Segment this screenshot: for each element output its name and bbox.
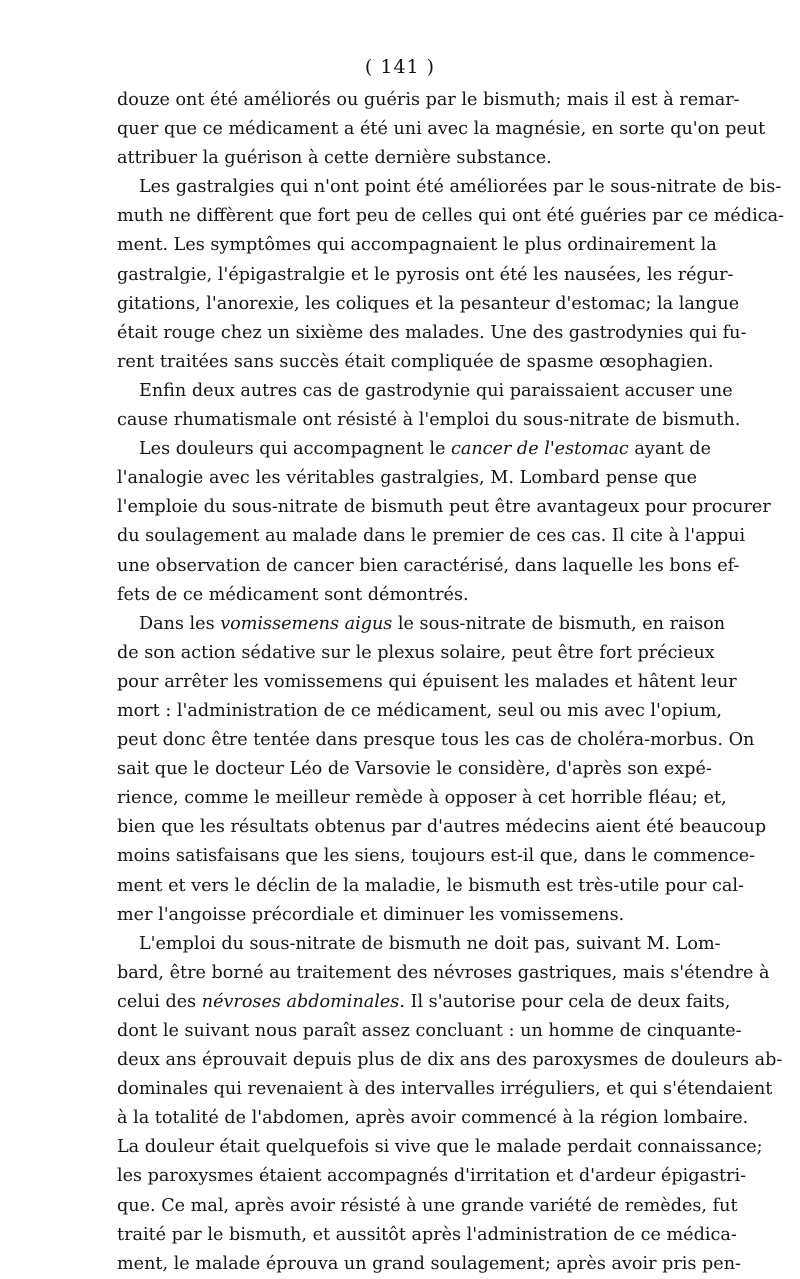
text-line: bard, être borné au traitement des névroses gastriques, mais s'étendre à	[117, 962, 770, 983]
italic-term: cancer de l'estomac	[450, 439, 629, 460]
paragraph-3	[117, 377, 741, 435]
text-line: deux ans éprouvait depuis plus de dix ans des paroxysmes de douleurs ab-	[117, 1050, 783, 1071]
text-line	[117, 435, 711, 464]
text-line: les paroxysmes étaient accompagnés d'irritation et d'ardeur épigastri-	[117, 1166, 747, 1187]
text-line: sait que le docteur Léo de Varsovie le considère, d'après son expé-	[117, 759, 712, 780]
text-line: L'emploi du sous-nitrate de bismuth ne doit pas, suivant M. Lom-	[139, 933, 721, 954]
text-line: que. Ce mal, après avoir résisté à une grande variété de remèdes, fut	[117, 1195, 738, 1216]
text-line: était rouge chez un sixième des malades. Une des gastrodynies qui fu-	[117, 322, 747, 343]
text-line: attribuer la guérison à cette dernière substance.	[117, 148, 552, 169]
text-line: traité par le bismuth, et aussitôt après l'administration de ce médica-	[117, 1224, 737, 1245]
text-line: rience, comme le meilleur remède à opposer à cet horrible fléau; et,	[117, 788, 727, 809]
text-line	[117, 988, 731, 1017]
text-line: ment, le malade éprouva un grand soulagement; après avoir pris pen-	[117, 1253, 741, 1274]
paragraph-1	[117, 86, 766, 173]
text-line: ment et vers le déclin de la maladie, le bismuth est très-utile pour cal-	[117, 875, 744, 896]
italic-term: vomissemens aigus	[220, 613, 393, 634]
text-line: Les gastralgies qui n'ont point été améliorées par le sous-nitrate de bis-	[139, 177, 782, 198]
text-run: le sous-nitrate de bismuth, en raison	[392, 613, 726, 634]
italic-term: névroses abdominales.	[201, 991, 405, 1012]
text-line: quer que ce médicament a été uni avec la magnésie, en sorte qu'on peut	[117, 119, 766, 140]
paragraph-5	[117, 610, 767, 930]
text-line: à la totalité de l'abdomen, après avoir commencé à la région lombaire.	[117, 1108, 749, 1129]
text-run: ayant de	[628, 439, 711, 460]
text-line: dont le suivant nous paraît assez concluant : un homme de cinquante-	[117, 1021, 742, 1041]
text-line: douze ont été améliorés ou guéris par le bismuth; mais il est à remar-	[117, 90, 740, 110]
paragraph-4	[117, 435, 771, 610]
body-text	[117, 86, 784, 1279]
text-run: Il s'autorise pour cela de deux faits,	[404, 991, 731, 1012]
text-line: Enfin deux autres cas de gastrodynie qui paraissaient accuser une	[139, 380, 733, 401]
text-line	[117, 610, 726, 639]
text-line: une observation de cancer bien caractérisé, dans laquelle les bons ef-	[117, 555, 740, 576]
text-line: l'emploie du sous-nitrate de bismuth peut être avantageux pour procurer	[117, 497, 771, 518]
text-line: fets de ce médicament sont démontrés.	[117, 584, 469, 605]
page-number: ( 141 )	[364, 56, 436, 78]
text-line: de son action sédative sur le plexus solaire, peut être fort précieux	[117, 642, 715, 663]
text-line: mort : l'administration de ce médicament, seul ou mis avec l'opium,	[117, 700, 722, 721]
text-line: rent traitées sans succès était compliquée de spasme œsophagien.	[117, 351, 714, 372]
text-run: Dans les	[139, 613, 221, 634]
text-line: muth ne diffèrent que fort peu de celles qui ont été guéries par ce médica-	[117, 206, 784, 227]
text-line: cause rhumatismale ont résisté à l'emploi du sous-nitrate de bismuth.	[117, 410, 741, 431]
text-line: moins satisfaisans que les siens, toujours est-il que, dans le commence-	[117, 846, 756, 867]
text-line: du soulagement au malade dans le premier de ces cas. Il cite à l'appui	[117, 526, 746, 547]
text-line: gastralgie, l'épigastralgie et le pyrosis ont été les nausées, les régur-	[117, 264, 734, 285]
paragraph-2	[117, 173, 784, 377]
text-run: celui des	[117, 991, 202, 1012]
text-line: La douleur était quelquefois si vive que le malade perdait connaissance;	[117, 1137, 763, 1158]
text-line: ment. Les symptômes qui accompagnaient le plus ordinairement la	[117, 235, 717, 256]
text-line: mer l'angoisse précordiale et diminuer les vomissemens.	[117, 904, 625, 925]
text-line: bien que les résultats obtenus par d'autres médecins aient été beaucoup	[117, 817, 767, 838]
text-line: dominales qui revenaient à des intervalles irréguliers, et qui s'étendaient	[117, 1079, 773, 1100]
text-line: l'analogie avec les véritables gastralgies, M. Lombard pense que	[117, 468, 697, 489]
paragraph-6	[117, 930, 783, 1279]
text-line: peut donc être tentée dans presque tous les cas de choléra-morbus. On	[117, 730, 755, 751]
text-run: Les douleurs qui accompagnent le	[139, 439, 451, 460]
text-line: gitations, l'anorexie, les coliques et la pesanteur d'estomac; la langue	[117, 293, 740, 314]
text-line: pour arrêter les vomissemens qui épuisent les malades et hâtent leur	[117, 671, 737, 692]
